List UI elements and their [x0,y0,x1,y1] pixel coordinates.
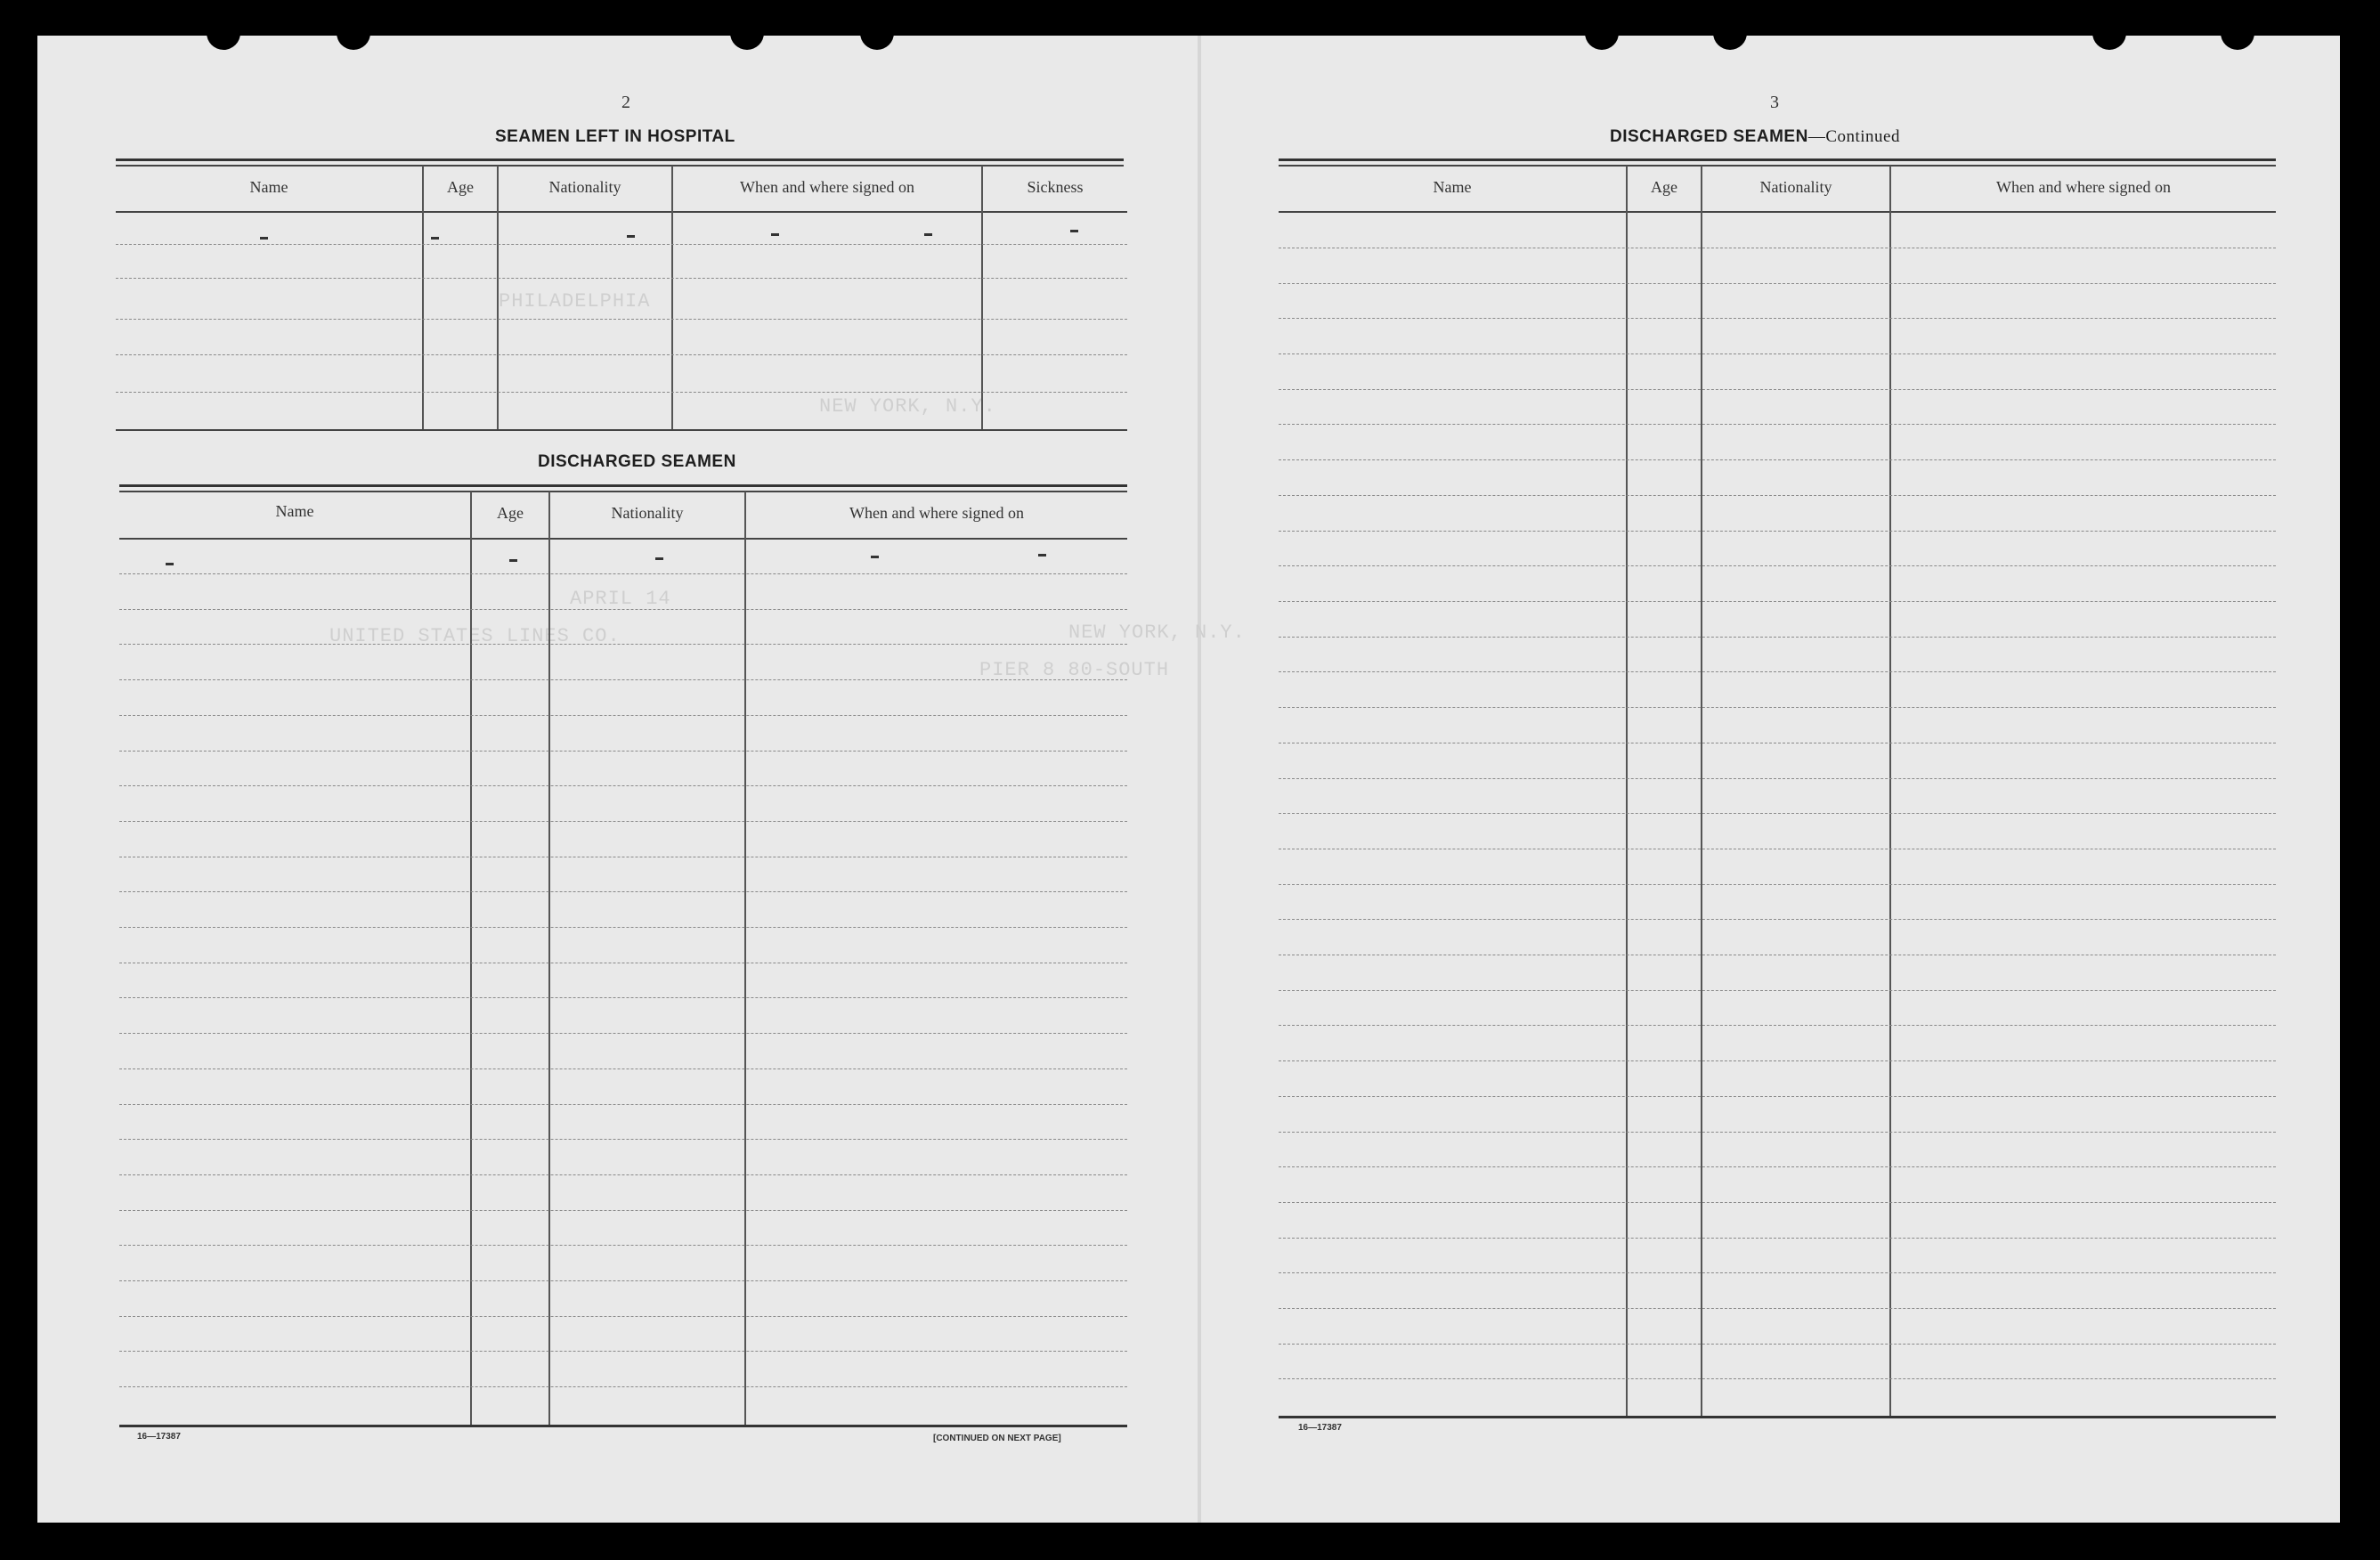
section-rule [119,491,1127,492]
page-fold [1198,36,1201,1523]
table-row [1279,389,2276,390]
section-rule [1279,158,2276,161]
column-divider [470,492,472,1425]
table-row [1279,1132,2276,1133]
empty-entry-dash [627,235,635,238]
table-row [116,354,1127,355]
table-row [1279,1238,2276,1239]
table-row [119,785,1127,786]
continued-note: [CONTINUED ON NEXT PAGE] [933,1434,1061,1443]
table-row [1279,318,2276,319]
table-row [119,1210,1127,1211]
table-row [1279,459,2276,460]
table-row [119,927,1127,928]
table-row [1279,1025,2276,1026]
table-row [119,1139,1127,1140]
empty-entry-dash [509,559,517,562]
table-row [116,278,1127,279]
discharged-continued-title [1610,127,1900,147]
table-row [1279,1202,2276,1203]
column-header-nationality: Nationality [611,504,684,522]
column-divider [744,492,746,1425]
table-row [1279,1344,2276,1345]
table-row [1279,1166,2276,1167]
table-row [1279,884,2276,885]
table-row [119,1280,1127,1281]
column-header-signed-on: When and where signed on [740,178,914,196]
table-row [116,392,1127,393]
header-rule [116,211,1127,213]
table-row [119,891,1127,892]
title-text: DISCHARGED SEAMEN [1610,127,1808,146]
section-rule [119,484,1127,487]
table-row [116,244,1127,245]
document-sheet [37,36,2340,1523]
column-header-age: Age [497,504,524,522]
table-row [119,1386,1127,1387]
column-divider [422,166,424,429]
table-row [1279,1308,2276,1309]
table-row [1279,1378,2276,1379]
table-row [1279,424,2276,425]
bleed-through-text: NEW YORK, N.Y. [1068,622,1246,644]
form-code: 16—17387 [137,1432,181,1442]
table-row [119,1245,1127,1246]
table-row [1279,1096,2276,1097]
table-row [119,715,1127,716]
page-number: 3 [1770,93,1779,112]
table-row [119,1351,1127,1352]
empty-entry-dash [871,556,879,558]
table-row [119,997,1127,998]
table-row [1279,707,2276,708]
column-header-age: Age [1651,178,1677,196]
table-row [119,1104,1127,1105]
table-row [1279,671,2276,672]
table-row [1279,531,2276,532]
table-row [119,573,1127,574]
column-header-name: Name [249,178,288,196]
table-row [1279,283,2276,284]
table-row [119,1068,1127,1069]
discharged-section-title: DISCHARGED SEAMEN [538,452,736,471]
empty-entry-dash [260,237,268,240]
empty-entry-dash [166,563,174,565]
column-header-sickness: Sickness [1027,178,1084,196]
table-row [119,679,1127,680]
column-divider [671,166,673,429]
table-row [1279,601,2276,602]
column-header-nationality: Nationality [1759,178,1832,196]
table-row [119,1033,1127,1034]
table-row [119,609,1127,610]
column-header-nationality: Nationality [548,178,621,196]
table-bottom-rule [1279,1416,2276,1418]
bleed-through-text: UNITED STATES LINES CO. [329,625,621,647]
bleed-through-text: PHILADELPHIA [499,290,651,313]
bleed-through-text: PIER 8 80-SOUTH [979,659,1170,681]
column-header-age: Age [447,178,474,196]
table-row [1279,778,2276,779]
empty-entry-dash [1070,230,1078,232]
column-header-name: Name [275,502,314,520]
section-rule [116,165,1124,167]
table-row [1279,919,2276,920]
table-row [119,644,1127,645]
table-bottom-rule [116,429,1127,431]
column-header-signed-on: When and where signed on [1996,178,2171,196]
empty-entry-dash [771,233,779,236]
section-rule [1279,165,2276,167]
column-divider [497,166,499,429]
empty-entry-dash [655,557,663,560]
table-row [119,1316,1127,1317]
column-divider [548,492,550,1425]
table-row [119,1174,1127,1175]
bleed-through-text: NEW YORK, N.Y. [819,395,996,418]
column-header-name: Name [1433,178,1472,196]
table-row [116,319,1127,320]
hospital-section-title: SEAMEN LEFT IN HOSPITAL [495,127,735,146]
empty-entry-dash [1038,554,1046,557]
header-rule [119,538,1127,540]
empty-entry-dash [431,237,439,240]
table-bottom-rule [119,1425,1127,1427]
table-row [1279,565,2276,566]
table-row [1279,495,2276,496]
table-row [1279,990,2276,991]
table-row [119,821,1127,822]
column-header-signed-on: When and where signed on [849,504,1024,522]
table-row [1279,1272,2276,1273]
header-rule [1279,211,2276,213]
form-code: 16—17387 [1298,1423,1342,1433]
empty-entry-dash [924,233,932,236]
table-row [1279,813,2276,814]
table-row [1279,353,2276,354]
section-rule [116,158,1124,161]
page-number: 2 [621,93,630,112]
title-suffix: —Continued [1807,127,1900,146]
table-row [1279,637,2276,638]
table-row [1279,1060,2276,1061]
bleed-through-text: APRIL 14 [570,588,671,610]
column-divider [981,166,983,429]
table-row [119,751,1127,752]
